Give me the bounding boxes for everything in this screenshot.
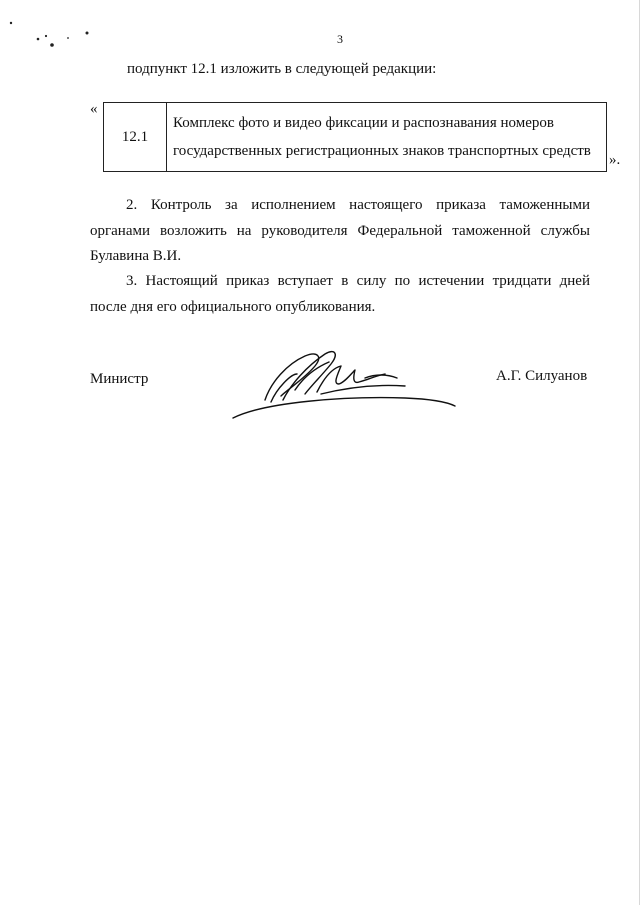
scan-specks <box>8 20 98 60</box>
handwritten-signature <box>225 338 465 428</box>
signer-name: А.Г. Силуанов <box>496 368 588 384</box>
signer-title: Министр <box>90 371 149 387</box>
subitem-text-line: Комплекс фото и видео фиксации и распознавания номеров <box>173 115 554 131</box>
opening-quote: « <box>90 101 98 117</box>
paragraph-2 <box>90 193 590 270</box>
paragraph-line: после дня его официального опубликования. <box>90 298 376 315</box>
closing-quote: ». <box>609 152 621 168</box>
subitem-text <box>167 103 607 172</box>
subitem-number: 12.1 <box>104 103 167 172</box>
page-number: 3 <box>337 32 343 46</box>
paragraph-line: Булавина В.И. <box>90 248 182 264</box>
paragraph-line: 3. Настоящий приказ вступает в силу по истечении тридцати дней <box>126 273 590 289</box>
amendment-table <box>103 102 607 172</box>
paragraph-3 <box>90 269 590 320</box>
paragraph-line: органами возложить на руководителя Федеральной таможенной службы <box>90 222 590 239</box>
paragraph-line: 2. Контроль за исполнением настоящего приказа таможенными <box>126 197 590 213</box>
amendment-intro: подпункт 12.1 изложить в следующей редакции: <box>127 61 437 77</box>
subitem-text-line: государственных регистрационных знаков транспортных средств <box>173 143 591 159</box>
table-row <box>104 103 607 172</box>
